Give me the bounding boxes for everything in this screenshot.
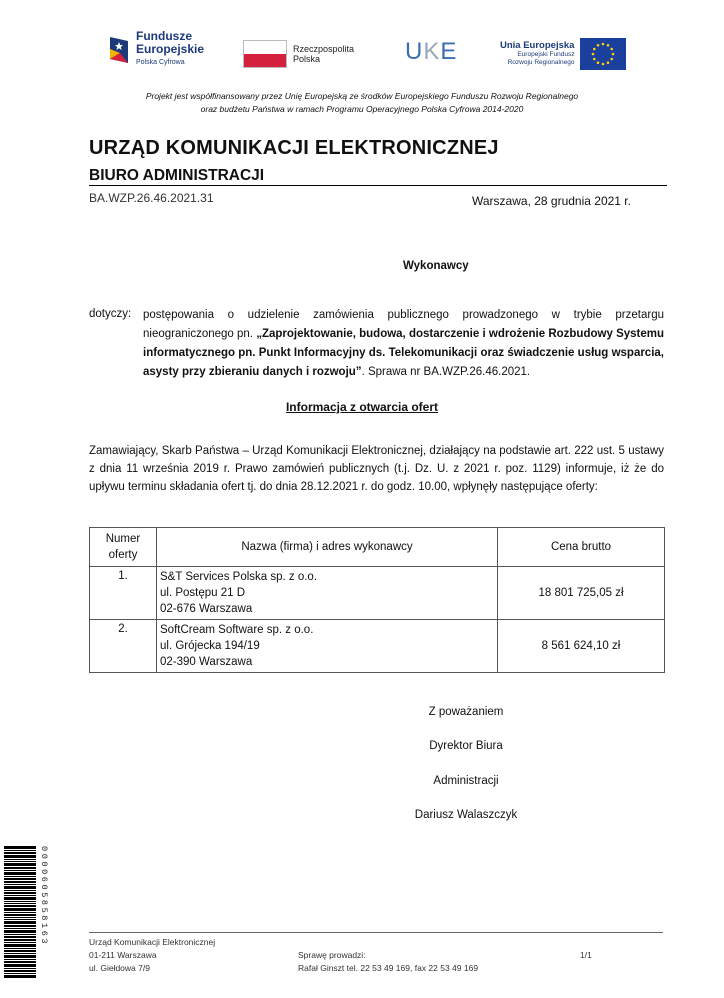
column-header-name: Nazwa (firma) i adres wykonawcy	[157, 528, 498, 567]
header-divider	[89, 185, 667, 186]
footer-divider	[89, 932, 663, 933]
offer-price: 18 801 725,05 zł	[498, 567, 665, 620]
uke-logo: U K E	[405, 38, 458, 65]
institution-name: URZĄD KOMUNIKACJI ELEKTRONICZNEJ	[89, 137, 499, 159]
signature-title-2: Administracji	[433, 775, 499, 787]
polish-flag-icon	[243, 40, 287, 68]
eu-flag-icon	[580, 38, 626, 70]
funding-note: Projekt jest współfinansowany przez Unię Europejską ze środków Europejskiego Funduszu Rozwoju Regionalnego oraz budżetu Państwa w ramach Programu Operacyjnego Polska Cyfrowa 2014-2020	[145, 91, 579, 114]
reference-number: BA.WZP.26.46.2021.31	[89, 191, 214, 205]
subject-text: postępowania o udzielenie zamówienia publicznego prowadzonego w trybie przetargu nieograniczonego pn. „Zaprojektowanie, budowa, dostarczenie i wdrożenie Rozbudowy Systemu informatycznego pn. Punkt Informacyjny ds. Telekomunikacji oraz świadczenie usług wsparcia, asysty przy zbieraniu danych i rozwoju”. Sprawa nr BA.WZP.26.46.2021.	[143, 309, 665, 378]
offer-contractor: SoftCream Software sp. z o.o. ul. Grójecka 194/19 02-390 Warszawa	[157, 620, 498, 673]
unia-europejska-logo: Unia Europejska Europejski Fundusz Rozwoju Regionalnego	[500, 38, 626, 70]
column-header-number: Numer oferty	[90, 528, 157, 567]
offer-number: 2.	[90, 620, 157, 673]
subject-label: dotyczy:	[89, 308, 132, 320]
barcode-number: 0000605858163	[39, 846, 49, 947]
barcode-bars	[4, 846, 36, 979]
signature-closing: Z poważaniem	[428, 706, 504, 718]
table-row	[90, 567, 665, 620]
recipient: Wykonawcy	[403, 260, 469, 272]
rzeczpospolita-polska-logo: Rzeczpospolita Polska	[243, 40, 354, 68]
signature-title-1: Dyrektor Biura	[429, 740, 503, 752]
body-paragraph: Zamawiający, Skarb Państwa – Urząd Komunikacji Elektronicznej, działający na podstawie art. 222 ust. 5 ustawy z dnia 11 września 2019 r. Prawo zamówień publicznych (t.j. Dz. U. z 2021 r. poz. 1129) informuje, iż że do upływu terminu składania ofert tj. do dnia 28.12.2021 r. do godz. 10.00, wpłynęły następujące oferty:	[89, 445, 664, 493]
footer-contact: Sprawę prowadzi: Rafał Ginszt tel. 22 53 49 169, fax 22 53 49 169	[298, 950, 479, 973]
signature-name: Dariusz Walaszczyk	[414, 809, 518, 821]
info-title: Informacja z otwarcia ofert	[285, 400, 439, 414]
offer-price: 8 561 624,10 zł	[498, 620, 665, 673]
offer-number: 1.	[90, 567, 157, 620]
fe-star-icon	[108, 35, 130, 65]
column-header-price: Cena brutto	[498, 528, 665, 567]
offer-contractor: S&T Services Polska sp. z o.o. ul. Postępu 21 D 02-676 Warszawa	[157, 567, 498, 620]
barcode	[4, 846, 49, 979]
place-date: Warszawa, 28 grudnia 2021 r.	[472, 194, 631, 208]
footer-address: Urząd Komunikacji Elektronicznej 01-211 Warszawa ul. Giełdowa 7/9	[89, 937, 216, 973]
table-row	[90, 620, 665, 673]
offers-table	[89, 527, 665, 673]
fundusze-europejskie-logo: Fundusze Europejskie Polska Cyfrowa	[108, 30, 204, 69]
table-header-row	[90, 528, 665, 567]
page-number: 1/1	[580, 950, 592, 960]
department-name: BIURO ADMINISTRACJI	[89, 167, 265, 184]
